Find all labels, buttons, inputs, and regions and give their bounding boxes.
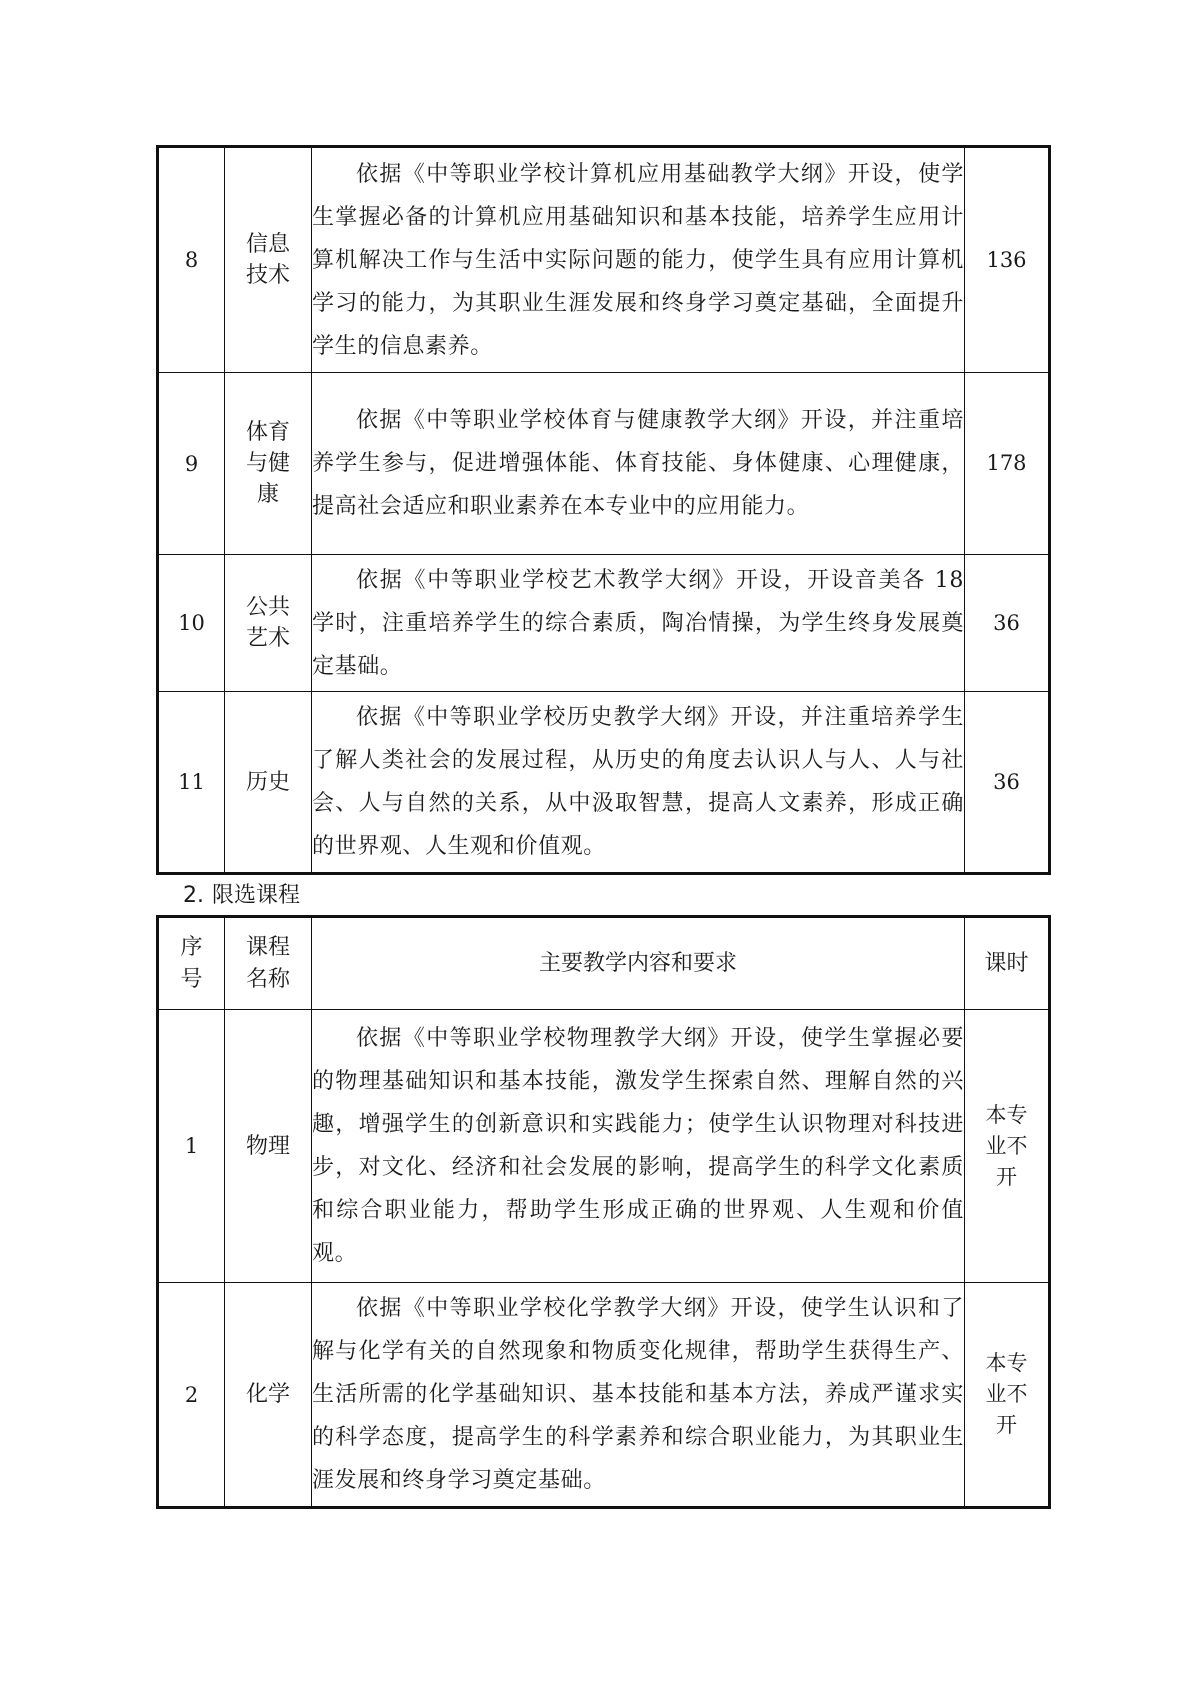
section-number: 2.	[183, 883, 204, 908]
course-name: 历史	[225, 692, 312, 874]
table-row	[158, 555, 1050, 692]
course-name: 物理	[225, 1010, 312, 1283]
course-name: 公共艺术	[225, 555, 312, 692]
course-hours: 178	[965, 373, 1050, 555]
required-courses-table	[156, 145, 1051, 875]
course-hours: 136	[965, 147, 1050, 373]
elective-courses-table	[156, 915, 1051, 1509]
table-row	[158, 1010, 1050, 1283]
row-number: 2	[158, 1283, 225, 1508]
course-hours: 本专业不开	[965, 1283, 1050, 1508]
row-number: 1	[158, 1010, 225, 1283]
table-header-row	[158, 917, 1050, 1010]
course-content: 依据《中等职业学校体育与健康教学大纲》开设，并注重培养学生参与，促进增强体能、体育技能、身体健康、心理健康，提高社会适应和职业素养在本专业中的应用能力。	[312, 373, 965, 555]
course-content: 依据《中等职业学校化学教学大纲》开设，使学生认识和了解与化学有关的自然现象和物质变化规律，帮助学生获得生产、生活所需的化学基础知识、基本技能和基本方法，养成严谨求实的科学态度，提高学生的科学素养和综合职业能力，为其职业生涯发展和终身学习奠定基础。	[312, 1283, 965, 1508]
course-content: 依据《中等职业学校物理教学大纲》开设，使学生掌握必要的物理基础知识和基本技能，激发学生探索自然、理解自然的兴趣，增强学生的创新意识和实践能力；使学生认识物理对科技进步，对文化、经济和社会发展的影响，提高学生的科学文化素质和综合职业能力，帮助学生形成正确的世界观、人生观和价值观。	[312, 1010, 965, 1283]
section-title: 限选课程	[212, 883, 301, 908]
course-content: 依据《中等职业学校计算机应用基础教学大纲》开设，使学生掌握必备的计算机应用基础知识和基本技能，培养学生应用计算机解决工作与生活中实际问题的能力，使学生具有应用计算机学习的能力，为其职业生涯发展和终身学习奠定基础，全面提升学生的信息素养。	[312, 147, 965, 373]
header-course-name: 课程名称	[225, 917, 312, 1010]
course-hours: 36	[965, 692, 1050, 874]
table-row	[158, 373, 1050, 555]
row-number: 9	[158, 373, 225, 555]
row-number: 11	[158, 692, 225, 874]
course-name: 化学	[225, 1283, 312, 1508]
section-heading	[183, 878, 300, 909]
table-row	[158, 1283, 1050, 1508]
header-number: 序号	[158, 917, 225, 1010]
course-hours: 本专业不开	[965, 1010, 1050, 1283]
row-number: 8	[158, 147, 225, 373]
course-name: 体育与健康	[225, 373, 312, 555]
course-hours: 36	[965, 555, 1050, 692]
table-row	[158, 147, 1050, 373]
header-hours: 课时	[965, 917, 1050, 1010]
course-content: 依据《中等职业学校历史教学大纲》开设，并注重培养学生了解人类社会的发展过程，从历史的角度去认识人与人、人与社会、人与自然的关系，从中汲取智慧，提高人文素养，形成正确的世界观、人生观和价值观。	[312, 692, 965, 874]
course-name: 信息技术	[225, 147, 312, 373]
course-content: 依据《中等职业学校艺术教学大纲》开设，开设音美各 18 学时，注重培养学生的综合素质，陶冶情操，为学生终身发展奠定基础。	[312, 555, 965, 692]
table-row	[158, 692, 1050, 874]
row-number: 10	[158, 555, 225, 692]
header-content: 主要教学内容和要求	[312, 917, 965, 1010]
